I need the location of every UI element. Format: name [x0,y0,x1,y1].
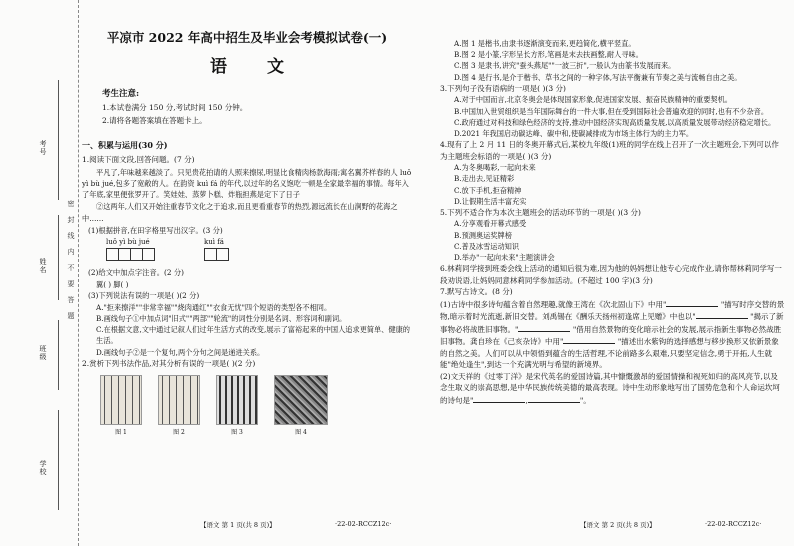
question-3: 3.下列句子没有语病的一项是( )(3 分) [440,83,566,93]
left-column [82,28,412,436]
question-7-1 [440,298,785,371]
answer-blank[interactable] [696,310,748,319]
question-6: 6.林莉同学接到班委会线上活动的通知后很为难,因为他的妈妈想让他专心完成作业,请你帮林莉同学写一段劝说语,让妈妈同意林莉同学参加活动。(不超过 100 字)(3 分) [440,264,782,285]
option-a[interactable]: A.分享观看开幕式感受 [454,219,527,229]
figure-4 [274,375,328,436]
option-b[interactable]: B.预测奥运奖牌榜 [454,230,512,240]
subject-title: 语文 [210,57,324,77]
option-b[interactable]: B.走出去,见证精彩 [454,174,515,184]
figure-caption: 图 4 [295,429,307,437]
note-item: 2.请将各题答案填在答题卡上。 [102,116,207,125]
binding-strip [0,0,79,546]
option-d[interactable]: D.图 4 是行书,是介于楷书、草书之间的一种字体,写法平衡兼有节奏之美与流畅自由之美。 [454,72,742,82]
q7-1-text-c: "揭示了新事物必将战胜旧事物。" [440,312,784,334]
question-1-1: (1)根据拼音,在田字格里写出汉字。(3 分) [88,225,223,235]
passage-paragraph: 平凡了,年味越来越淡了。只见贵花拍请的人照来擦尿,明显比食精肉杨款海雨;寓名翼芥样春的人 luǒ yì bù jué,包多了宽敞的人。在韵资 kuì fá 的年代,以过年的名义饱吃一顿是全家最幸福的事情。每年入了年底,家里便张罗开了。笑娃娃、蒸萝卜糕、炸瓶担燕是定下了日子 [82,167,412,200]
option-b[interactable]: B.中国加入世贸组织是当年国际舞台的一件大事,但在受到国际社会普遍欢迎的同时,也有不少杂音。 [454,106,769,116]
calligraphy-image [274,375,328,425]
pinyin-group-2 [204,238,228,265]
figure-1 [100,375,142,436]
option-c[interactable]: C.放下手机,拒奋精神 [454,185,522,195]
school-label: 学校 [39,460,47,476]
footer-page-2: 【语文 第 2 页(共 8 页)】 [580,521,656,529]
notes-heading: 考生注意: [102,89,140,99]
exam-no-line [58,80,59,200]
question-1-3: (3)下列说法有误的一项是( )(2 分) [88,291,200,301]
class-line [58,320,59,390]
answer-box[interactable] [142,248,155,261]
q7-2-text: (2)文天祥的《过零丁洋》是宋代英名的爱国诗篇,其中慷慨激昂的爱国情操和视死如归的高风亮节,以及念生取义的崇高思想,是中华民族传统美德的最高表现。诗中生动形象地写出了国势危急和个人命运坎坷的诗句是" [440,371,780,405]
seal-text: 密封线内不要答题 [67,200,75,328]
question-1-2-blanks[interactable]: 翼( ) 脚( ) [96,279,129,289]
option-a[interactable]: A."拒来擦洋""非常幸福""烧肉通红""衣食无忧"四个短语的类型各不相同。 [96,302,332,312]
q7-1-text-b: "描写时序交替的景物,暗示着时光流逝,新旧交替。刘禹锡在《酬乐天扬州初逢席上见赠》中也以" [440,299,785,322]
question-4: 4.现有了上 2 月 11 日的冬奥开幕式后,某校九年级(1)班的同学在线上召开了一次主题班会,下列可以作为主题班会标语的一项是( )(3 分) [440,140,779,161]
question-2: 2.赏析下列书法作品,对其分析有误的一项是( )(2 分) [82,358,256,368]
q7-2-end: "。 [579,395,591,405]
option-a[interactable]: A.对于中国而言,北京冬奥会是体现国家形象,促进国家发展、振奋民族精神的重要契机。 [454,95,732,105]
footer-code-2: ·22-02-RCCZ12c· [705,520,762,528]
option-d[interactable]: D.画线句子②是一个复句,两个分句之间是递进关系。 [96,347,265,357]
pinyin-label: luǒ yì bù jué [106,238,150,247]
option-c[interactable]: C.图 3 是隶书,讲究"蚕头燕尾""一波三折",一般认为由篆书发展而来。 [454,61,676,71]
pinyin-label: kuì fá [204,238,224,247]
school-line [58,410,59,510]
answer-blank[interactable] [473,394,525,403]
note-item: 1.本试卷满分 150 分,考试时间 150 分钟。 [102,103,248,112]
calligraphy-image [100,375,142,425]
passage-paragraph: ②这两年,人们又开始注重春节文化之于追求,而且更看重春节的热烈,源远流长在山涧野的花海之中…… [82,202,398,223]
q7-1-text-a: (1)古诗中很多诗句蕴含着自然理趣,就像王湾在《次北固山下》中用" [440,299,667,309]
pinyin-grid-row [106,238,412,265]
figure-caption: 图 2 [173,429,185,437]
class-label: 班级 [39,345,47,361]
name-line [58,215,59,300]
option-a[interactable]: A.为冬奥喝彩,一起向未来 [454,163,536,173]
calligraphy-image [158,375,200,425]
footer-code-1: ·22-02-RCCZ12c· [335,520,392,528]
answer-box[interactable] [216,248,229,261]
question-1: 1.阅读下面文段,回答问题。(7 分) [82,155,195,164]
option-d[interactable]: D.让假期生活丰富充实 [454,196,527,206]
figure-2 [158,375,200,436]
figure-3 [216,375,258,436]
figure-caption: 图 3 [231,429,243,437]
q7-1-text-e: "描述出水紫钩的选择感想与移步换形又依新景象的自然之美。人们可以从中领悟到蕴含的生活哲理,不论前路多么艰难,只要坚定信念,勇于开拓,人生就能"绝处逢生",到达一个充满光明与希望的新境界。 [440,337,779,370]
footer-page-1: 【语文 第 1 页(共 8 页)】 [200,521,276,529]
answer-blank[interactable] [528,394,580,403]
question-5: 5.下列不适合作为本次主题班会的活动环节的一项是( )(3 分) [440,207,641,217]
option-c[interactable]: C.政府通过对科技和绿色经济的支持,推动中国经济实现高质量发展,以高质量发展带动经济稳定增长。 [454,117,776,127]
pinyin-group-1 [106,238,154,265]
figure-caption: 图 1 [115,429,127,437]
option-d[interactable]: D.举办"一起向未来"主题演讲会 [454,253,555,263]
option-a[interactable]: A.图 1 是楷书,由隶书逐渐演变而来,更趋简化,横平竖直。 [454,39,636,48]
calligraphy-image [216,375,258,425]
right-column [440,38,785,406]
exam-title: 平凉市 2022 年高中招生及毕业会考模拟试卷(一) [106,30,388,45]
question-1-2: (2)给文中加点字注音。(2 分) [88,268,184,278]
option-c[interactable]: C.普及冰雪运动知识 [454,241,520,251]
option-b[interactable]: B.图 2 是小篆,字形呈长方形,笔画是末去扶画整,耐人寻味。 [454,50,643,60]
question-7-2: (2)文天祥的《过零丁洋》是宋代英名的爱国诗篇,其中慷慨激昂的爱国情操和视死如归的高风亮节,以及念生取义的崇高思想,是中华民族传统美德的最高表现。诗中生动形象地写出了国势危急和个人命运坎坷的诗句是" , "。 [440,371,780,405]
section-heading: 一、积累与运用(30 分) [82,140,168,150]
exam-no-label: 考号 [39,140,47,156]
answer-blank[interactable] [563,335,615,344]
option-c[interactable]: C.在根据文意,文中通过记叙人们过年生活方式的改变,展示了富裕起来的中国人追求更简单、健康的生活。 [96,325,410,346]
option-d[interactable]: D.2021 年我国启动碳达峰、碳中和,使碳减排成为市场主体行为的主力军。 [454,128,694,138]
calligraphy-figures [100,375,412,436]
question-7: 7.默写古诗文。(8 分) [440,287,513,297]
option-b[interactable]: B.画线句子①中加点词"旧式""两部""轮流"的词性分别是名词、形容词和副词。 [96,313,347,323]
name-label: 姓名 [39,258,47,274]
answer-blank[interactable] [666,298,718,307]
q7-1-text-d: "借用自然景物的变化暗示社会的发展,展示指新生事物必然战胜旧事物。龚自珍在《己亥杂诗》中用" [440,324,782,347]
answer-blank[interactable] [518,323,570,332]
